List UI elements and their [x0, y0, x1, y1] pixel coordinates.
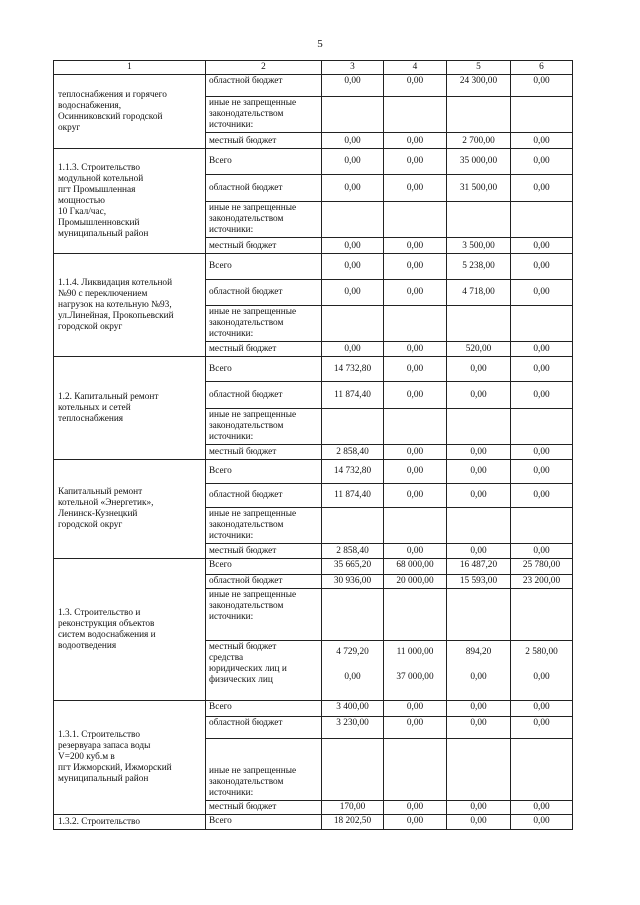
label-regional: областной бюджет: [206, 717, 322, 739]
description-line: муниципальный район: [58, 228, 149, 239]
value-cell: 0,00: [511, 717, 573, 739]
item-description: [54, 357, 206, 460]
label-local: местный бюджет: [206, 342, 322, 357]
value-cell: 2 858,40: [322, 544, 384, 559]
description-line: нагрузок на котельную №93,: [58, 299, 172, 310]
description-line: 1.3.1. Строительство: [58, 730, 141, 740]
description-line: 1.1.3. Строительство: [58, 162, 141, 173]
label-regional: областной бюджет: [206, 75, 322, 97]
local-value: 2 580,00: [525, 647, 558, 657]
value-cell: 20 000,00: [384, 575, 447, 589]
value-cell: 170,00: [322, 801, 384, 815]
label-local: местный бюджет: [206, 544, 322, 559]
empty-cell: [384, 409, 447, 445]
table-row: [54, 75, 573, 97]
value-cell: 0,00: [511, 445, 573, 460]
value-cell: 0,00: [511, 460, 573, 484]
value-cell: 0,00: [447, 544, 511, 559]
item-description: [54, 75, 206, 149]
value-cell-stack: [384, 641, 447, 701]
item-description: [54, 701, 206, 815]
description-line: городской округ: [58, 520, 123, 530]
column-header: 1: [54, 61, 206, 75]
value-cell: 16 487,20: [447, 559, 511, 575]
description-line: муниципальный район: [58, 774, 149, 784]
label-other-sources: [206, 739, 322, 801]
label-line: иные не запрещенные: [209, 98, 297, 108]
description-line: котельной «Энергетик»,: [58, 498, 154, 508]
label-other-sources: [206, 589, 322, 641]
value-cell: 0,00: [322, 75, 384, 97]
item-description: [54, 460, 206, 559]
value-cell: 0,00: [322, 342, 384, 357]
empty-cell: [384, 589, 447, 641]
value-cell: 2 858,40: [322, 445, 384, 460]
column-header: 3: [322, 61, 384, 75]
empty-cell: [322, 409, 384, 445]
table-row: [54, 701, 573, 717]
value-cell: 0,00: [384, 801, 447, 815]
value-cell: 0,00: [447, 357, 511, 382]
empty-cell: [511, 508, 573, 544]
value-cell: 0,00: [384, 701, 447, 717]
value-cell: 3 400,00: [322, 701, 384, 717]
header-row: [54, 61, 573, 75]
value-cell: 0,00: [511, 254, 573, 280]
value-cell: 2 700,00: [447, 133, 511, 149]
label-total: Всего: [206, 357, 322, 382]
empty-cell: [447, 306, 511, 342]
label-line: местный бюджет: [209, 642, 277, 652]
description-line: 1.3.2. Строительство: [58, 816, 141, 827]
value-cell: 0,00: [511, 280, 573, 306]
value-cell: 520,00: [447, 342, 511, 357]
description-line: №90 с переключением: [58, 288, 148, 299]
value-cell: 0,00: [384, 460, 447, 484]
value-cell: 0,00: [447, 815, 511, 830]
label-line: законодательством: [209, 109, 284, 119]
label-total: Всего: [206, 460, 322, 484]
column-header: 2: [206, 61, 322, 75]
label-local: местный бюджет: [206, 801, 322, 815]
label-regional: областной бюджет: [206, 280, 322, 306]
label-other-sources: [206, 97, 322, 133]
item-description: [54, 559, 206, 701]
value-cell: 11 874,40: [322, 484, 384, 508]
label-local: местный бюджет: [206, 445, 322, 460]
label-line: иные не запрещенные: [209, 766, 297, 776]
label-line: иные не запрещенные: [209, 410, 297, 420]
value-cell: 11 874,40: [322, 382, 384, 409]
legal-value: 37 000,00: [396, 672, 434, 682]
empty-cell: [322, 306, 384, 342]
value-cell: 0,00: [447, 701, 511, 717]
value-cell: 0,00: [511, 801, 573, 815]
local-value: 4 729,20: [336, 647, 369, 657]
label-line: иные не запрещенные: [209, 307, 297, 317]
label-line: иные не запрещенные: [209, 590, 297, 600]
label-line: источники:: [209, 612, 254, 622]
description-line: мощностью: [58, 195, 105, 206]
label-line: физических лиц: [209, 675, 273, 685]
value-cell: 0,00: [384, 382, 447, 409]
value-cell: 25 780,00: [511, 559, 573, 575]
label-regional: областной бюджет: [206, 575, 322, 589]
value-cell: 0,00: [511, 342, 573, 357]
budget-table: [53, 60, 573, 830]
item-description: [54, 254, 206, 357]
description-line: резервуара запаса воды: [58, 741, 151, 751]
label-line: источники:: [209, 788, 254, 798]
empty-cell: [511, 97, 573, 133]
value-cell: 0,00: [511, 544, 573, 559]
label-line: источники:: [209, 329, 254, 339]
description-line: реконструкция объектов: [58, 618, 155, 629]
label-line: иные не запрещенные: [209, 203, 297, 213]
description-line: теплоснабжения: [58, 413, 124, 424]
empty-cell: [511, 202, 573, 238]
item-description: [54, 149, 206, 254]
value-cell: 0,00: [384, 717, 447, 739]
label-total: Всего: [206, 149, 322, 175]
label-line: источники:: [209, 432, 254, 442]
legal-value: 0,00: [533, 672, 550, 682]
value-cell: 0,00: [384, 280, 447, 306]
value-cell: 0,00: [384, 75, 447, 97]
description-line: Капитальный ремонт: [58, 487, 143, 497]
description-line: округ: [58, 122, 81, 133]
legal-value: 0,00: [470, 672, 487, 682]
column-header: 5: [447, 61, 511, 75]
value-cell-stack: [322, 641, 384, 701]
label-total: Всего: [206, 559, 322, 575]
label-line: законодательством: [209, 520, 284, 530]
label-line: юридических лиц и: [209, 664, 287, 674]
empty-cell: [322, 97, 384, 133]
value-cell: 0,00: [322, 280, 384, 306]
label-regional: областной бюджет: [206, 382, 322, 409]
empty-cell: [384, 202, 447, 238]
label-total: Всего: [206, 254, 322, 280]
empty-cell: [447, 202, 511, 238]
empty-cell: [511, 306, 573, 342]
value-cell: 35 000,00: [447, 149, 511, 175]
label-line: законодательством: [209, 421, 284, 431]
empty-cell: [511, 409, 573, 445]
value-cell: 0,00: [384, 175, 447, 202]
value-cell-stack: [447, 641, 511, 701]
local-value: 894,20: [465, 647, 492, 657]
label-line: источники:: [209, 531, 254, 541]
empty-cell: [447, 508, 511, 544]
empty-cell: [384, 306, 447, 342]
empty-cell: [447, 589, 511, 641]
label-other-sources: [206, 409, 322, 445]
label-line: источники:: [209, 120, 254, 130]
table-row: [54, 149, 573, 175]
empty-cell: [384, 739, 447, 801]
description-line: Ленинск-Кузнецкий: [58, 509, 138, 519]
label-local: местный бюджет: [206, 238, 322, 254]
empty-cell: [447, 409, 511, 445]
value-cell: 0,00: [384, 445, 447, 460]
description-line: пгт Промышленная: [58, 184, 136, 195]
value-cell: 3 500,00: [447, 238, 511, 254]
value-cell: 0,00: [322, 149, 384, 175]
value-cell: 0,00: [511, 75, 573, 97]
value-cell-stack: [511, 641, 573, 701]
value-cell: 0,00: [447, 801, 511, 815]
value-cell: 0,00: [511, 382, 573, 409]
label-other-sources: [206, 306, 322, 342]
value-cell: 0,00: [384, 133, 447, 149]
description-line: 1.2. Капитальный ремонт: [58, 391, 159, 402]
empty-cell: [511, 739, 573, 801]
value-cell: 0,00: [384, 484, 447, 508]
label-line: источники:: [209, 225, 254, 235]
empty-cell: [322, 739, 384, 801]
value-cell: 0,00: [447, 445, 511, 460]
value-cell: 0,00: [447, 460, 511, 484]
table-row: [54, 815, 573, 830]
value-cell: 0,00: [511, 133, 573, 149]
description-line: ул.Линейная, Прокопьевский: [58, 310, 174, 321]
value-cell: 0,00: [322, 133, 384, 149]
description-line: городской округ: [58, 321, 123, 332]
empty-cell: [384, 97, 447, 133]
label-regional: областной бюджет: [206, 484, 322, 508]
value-cell: 0,00: [511, 484, 573, 508]
description-line: модульной котельной: [58, 173, 144, 184]
value-cell: 0,00: [511, 238, 573, 254]
value-cell: 0,00: [511, 149, 573, 175]
value-cell: 18 202,50: [322, 815, 384, 830]
description-line: Промышленновский: [58, 217, 140, 228]
description-line: 1.3. Строительство и: [58, 607, 141, 618]
label-local-and-legal: [206, 641, 322, 701]
item-description: [54, 815, 206, 830]
label-line: средства: [209, 653, 244, 663]
value-cell: 31 500,00: [447, 175, 511, 202]
value-cell: 24 300,00: [447, 75, 511, 97]
empty-cell: [322, 508, 384, 544]
label-total: Всего: [206, 815, 322, 830]
label-line: законодательством: [209, 601, 284, 611]
value-cell: 0,00: [322, 175, 384, 202]
empty-cell: [322, 589, 384, 641]
value-cell: 0,00: [384, 342, 447, 357]
description-line: водоотведения: [58, 640, 117, 651]
value-cell: 0,00: [322, 254, 384, 280]
label-regional: областной бюджет: [206, 175, 322, 202]
description-line: водоснабжения,: [58, 100, 122, 111]
value-cell: 30 936,00: [322, 575, 384, 589]
value-cell: 0,00: [447, 382, 511, 409]
table-row: [54, 254, 573, 280]
value-cell: 0,00: [511, 815, 573, 830]
label-line: иные не запрещенные: [209, 509, 297, 519]
value-cell: 0,00: [384, 815, 447, 830]
value-cell: 0,00: [322, 238, 384, 254]
value-cell: 15 593,00: [447, 575, 511, 589]
column-header: 4: [384, 61, 447, 75]
value-cell: 4 718,00: [447, 280, 511, 306]
description-line: теплоснабжения и горячего: [58, 89, 167, 100]
value-cell: 0,00: [447, 484, 511, 508]
description-line: V=200 куб.м в: [58, 752, 115, 762]
legal-value: 0,00: [344, 672, 361, 682]
value-cell: 0,00: [511, 175, 573, 202]
column-header: 6: [511, 61, 573, 75]
value-cell: 0,00: [384, 357, 447, 382]
value-cell: 23 200,00: [511, 575, 573, 589]
empty-cell: [322, 202, 384, 238]
description-line: Осинниковский городской: [58, 111, 163, 122]
description-line: систем водоснабжения и: [58, 629, 156, 640]
value-cell: 3 230,00: [322, 717, 384, 739]
value-cell: 0,00: [384, 544, 447, 559]
local-value: 11 000,00: [396, 647, 434, 657]
value-cell: 0,00: [384, 254, 447, 280]
empty-cell: [447, 97, 511, 133]
description-line: пгт Ижморский, Ижморский: [58, 763, 172, 773]
value-cell: 68 000,00: [384, 559, 447, 575]
value-cell: 14 732,80: [322, 460, 384, 484]
value-cell: 0,00: [384, 149, 447, 175]
label-total: Всего: [206, 701, 322, 717]
table-row: [54, 559, 573, 575]
label-other-sources: [206, 202, 322, 238]
label-line: законодательством: [209, 318, 284, 328]
description-line: котельных и сетей: [58, 402, 131, 413]
empty-cell: [384, 508, 447, 544]
description-line: 1.1.4. Ликвидация котельной: [58, 277, 173, 288]
value-cell: 0,00: [384, 238, 447, 254]
value-cell: 0,00: [447, 717, 511, 739]
value-cell: 5 238,00: [447, 254, 511, 280]
table-row: [54, 460, 573, 484]
label-other-sources: [206, 508, 322, 544]
value-cell: 0,00: [511, 357, 573, 382]
label-line: законодательством: [209, 777, 284, 787]
value-cell: 35 665,20: [322, 559, 384, 575]
label-local: местный бюджет: [206, 133, 322, 149]
empty-cell: [511, 589, 573, 641]
value-cell: 0,00: [511, 701, 573, 717]
empty-cell: [447, 739, 511, 801]
value-cell: 14 732,80: [322, 357, 384, 382]
description-line: 10 Гкал/час,: [58, 206, 107, 217]
table-row: [54, 357, 573, 382]
label-line: законодательством: [209, 214, 284, 224]
page-number: 5: [317, 38, 323, 50]
